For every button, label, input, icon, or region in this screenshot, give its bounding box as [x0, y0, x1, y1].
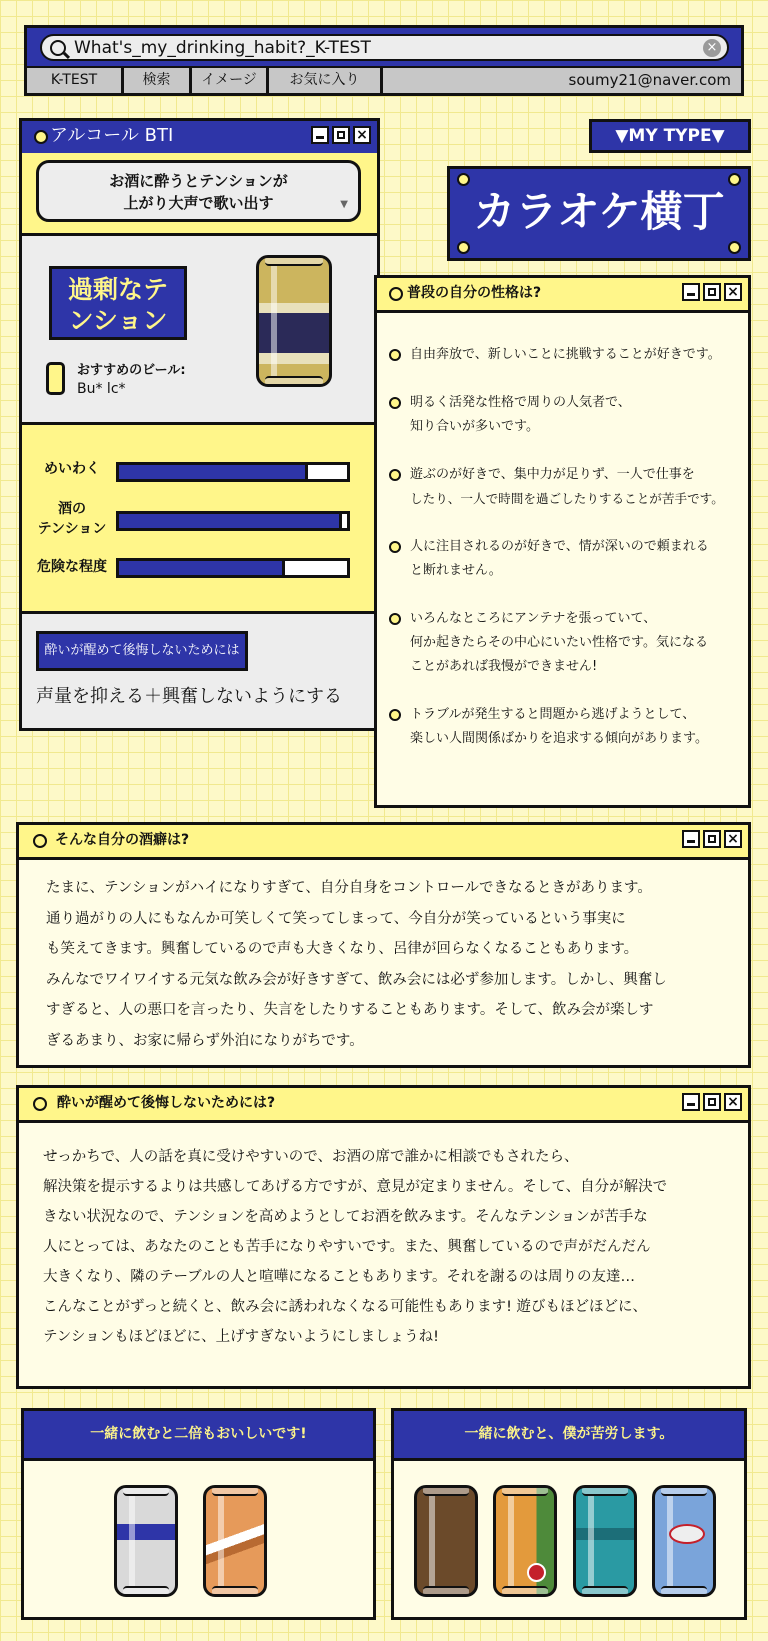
close-icon[interactable]: ×: [724, 830, 742, 848]
question-line: お酒に酔うとテンションが: [109, 172, 288, 190]
rivet-icon: [728, 173, 741, 186]
tension-bar: [116, 511, 350, 531]
maximize-icon[interactable]: [703, 830, 721, 848]
body-line: すぎると、人の悪口を言ったり、失言をしたりすることもあります。そして、飲み会が楽しす: [46, 1002, 654, 1018]
bad-match-panel: [391, 1408, 747, 1620]
habit-title: そんな自分の酒癖は?: [55, 832, 190, 848]
rivet-icon: [457, 241, 470, 254]
beer-icon: [46, 362, 65, 395]
window-dot-icon: [34, 130, 48, 144]
regret-body: [43, 1142, 736, 1352]
bar-label-text: 危険な程度: [37, 559, 107, 575]
bar-label-annoyance: [28, 459, 116, 479]
search-bar[interactable]: [40, 34, 729, 61]
type-section: [22, 236, 377, 425]
list-item: [389, 463, 744, 511]
window-dot-icon: [389, 287, 403, 301]
type-name-line: 過剰なテ: [67, 275, 168, 304]
danger-bar: [116, 558, 350, 578]
list-item-text: いろんなところにアンテナを張っていて、: [410, 611, 657, 626]
body-line: も笑えてきます。興奮しているので声も大きくなり、呂律が回らなくなることもあります。: [46, 941, 639, 957]
body-line: こんなことがずっと続くと、飲み会に誘われなくなる可能性もあります! 遊びもほどほどに、: [43, 1299, 648, 1315]
type-name-line: ンション: [68, 306, 168, 335]
list-item-text: 何か起きたらその中心にいたい性格です。気になる: [410, 635, 708, 650]
maximize-icon[interactable]: [332, 126, 350, 144]
regret-window: [16, 1085, 751, 1389]
teal-can-icon: [573, 1485, 637, 1597]
orange-green-can-icon: [493, 1485, 557, 1597]
list-item-text: 人に注目されるのが好きで、情が深いので頼まれる: [410, 539, 709, 554]
minimize-icon[interactable]: [682, 1093, 700, 1111]
bullet-icon: [389, 349, 401, 361]
body-line: せっかちで、人の話を真に受けやすいので、お酒の席で誰かに相談でもされたら、: [43, 1149, 579, 1165]
habit-window: [16, 822, 751, 1068]
tab-search[interactable]: 検索: [124, 68, 192, 93]
body-line: 通り過がりの人にもなんか可笑しくて笑ってしまって、今自分が笑っているという事実に: [46, 910, 626, 927]
personality-list: [389, 343, 744, 775]
type-name-box: [49, 266, 187, 340]
type-name: カラオケ横丁: [473, 187, 725, 236]
list-item-text: したり、一人で時間を過ごしたりすることが苦手です。: [410, 491, 724, 506]
gold-can-icon: [256, 255, 332, 387]
list-item: [389, 391, 744, 439]
body-line: テンションもほどほどに、上げすぎないようにしましょうね!: [43, 1329, 439, 1345]
user-email[interactable]: soumy21@naver.com: [568, 71, 731, 89]
bar-label-text: テンション: [37, 521, 107, 537]
annoyance-bar: [116, 462, 350, 482]
tab-k-test[interactable]: K-TEST: [27, 68, 124, 93]
list-item-text: ことがあれば我慢ができません!: [410, 659, 598, 674]
regret-titlebar: [19, 1088, 748, 1123]
orange-stripe-can-icon: [203, 1485, 267, 1597]
window-dot-icon: [33, 1097, 47, 1111]
personality-titlebar: [377, 278, 748, 313]
search-icon: [50, 40, 66, 56]
list-item-text: 遊ぶのが好きで、集中力が足りず、一人で仕事を: [410, 467, 695, 482]
bullet-icon: [389, 709, 401, 721]
question-line: 上がり大声で歌い出す: [123, 194, 274, 212]
question-section: [22, 153, 377, 236]
body-line: 大きくなり、隣のテーブルの人と喧嘩になることもあります。それを謝るのは周りの友達…: [43, 1269, 636, 1285]
body-line: 人にとっては、あなたのことも苦手になりやすいです。また、興奮しているので声がだんだん: [43, 1239, 651, 1255]
light-blue-can-icon: [652, 1485, 716, 1597]
bti-window: [19, 118, 380, 731]
list-item: [389, 607, 744, 679]
maximize-icon[interactable]: [703, 283, 721, 301]
danger-bar-fill: [119, 561, 285, 575]
bar-label-text: 酒の: [58, 501, 86, 517]
rivet-icon: [457, 173, 470, 186]
list-item-text: と断れません。: [410, 563, 502, 578]
bar-label-tension: [28, 499, 116, 539]
bad-match-title: 一緒に飲むと、僕が苦労します。: [394, 1411, 744, 1461]
bti-titlebar: [22, 121, 377, 156]
nav-tabs: [27, 66, 741, 93]
tension-bar-fill: [119, 514, 342, 528]
tab-favorites[interactable]: お気に入り: [269, 68, 383, 93]
list-item-text: 知り合いが多いです。: [410, 419, 539, 434]
silver-blue-can-icon: [114, 1485, 178, 1597]
close-icon[interactable]: ×: [724, 1093, 742, 1111]
body-line: たまに、テンションがハイになりすぎて、自分自身をコントロールできなるときがあります。: [46, 880, 652, 896]
close-icon[interactable]: ×: [724, 283, 742, 301]
list-item-text: 楽しい人間関係ばかりを追求する傾向があります。: [410, 731, 708, 746]
list-item: [389, 703, 744, 751]
advice-text: 声量を抑える＋興奮しないようにする: [36, 686, 342, 707]
type-name-sign: [447, 166, 751, 261]
personality-window: [374, 275, 751, 808]
clear-icon[interactable]: ×: [703, 39, 721, 57]
bar-label-danger: [28, 557, 116, 577]
chevron-down-icon[interactable]: ▼: [340, 199, 348, 210]
bullet-icon: [389, 541, 401, 553]
stats-section: [22, 425, 377, 614]
bti-title: アルコール BTI: [50, 125, 174, 146]
bullet-icon: [389, 397, 401, 409]
annoyance-bar-fill: [119, 465, 308, 479]
good-match-panel: [21, 1408, 376, 1620]
brown-can-icon: [414, 1485, 478, 1597]
rivet-icon: [728, 241, 741, 254]
bullet-icon: [389, 469, 401, 481]
regret-title: 酔いが醒めて後悔しないためには?: [57, 1095, 276, 1111]
list-item: [389, 535, 744, 583]
advice-button[interactable]: 酔いが醒めて後悔しないためには: [36, 631, 248, 671]
good-match-title: 一緒に飲むと二倍もおいしいです!: [24, 1411, 373, 1461]
personality-title: 普段の自分の性格は?: [407, 285, 542, 301]
body-line: きない状況なので、テンションを高めようとしてお酒を飲みます。そんなテンションが苦手な: [43, 1209, 648, 1225]
body-line: 解決策を提示するよりは共感してあげる方ですが、意見が定まりません。そして、自分が解決で: [43, 1179, 668, 1195]
search-input[interactable]: What's_my_drinking_habit?_K-TEST: [74, 38, 371, 58]
tab-images[interactable]: イメージ: [192, 68, 269, 93]
minimize-icon[interactable]: [682, 283, 700, 301]
list-item: [389, 343, 744, 367]
my-type-label: ▼MY TYPE▼: [589, 119, 751, 153]
minimize-icon[interactable]: [682, 830, 700, 848]
minimize-icon[interactable]: [311, 126, 329, 144]
beer-value: Bu* lc*: [77, 381, 126, 397]
bar-label-text: めいわく: [44, 461, 100, 477]
list-item-text: 自由奔放で、新しいことに挑戦することが好きです。: [410, 347, 721, 362]
list-item-text: トラブルが発生すると問題から逃げようとして、: [410, 707, 696, 722]
bullet-icon: [389, 613, 401, 625]
close-icon[interactable]: ×: [353, 126, 371, 144]
beer-label: おすすめのビール:: [77, 363, 186, 378]
maximize-icon[interactable]: [703, 1093, 721, 1111]
list-item-text: 明るく活発な性格で周りの人気者で、: [410, 395, 631, 410]
browser-bar: [24, 25, 744, 96]
window-dot-icon: [33, 834, 47, 848]
advice-section: [22, 614, 377, 728]
body-line: ぎるあまり、お家に帰らず外泊になりがちです。: [46, 1032, 364, 1049]
habit-titlebar: [19, 825, 748, 860]
habit-body: [46, 873, 736, 1056]
body-line: みんなでワイワイする元気な飲み会が好きすぎて、飲み会には必ず参加します。しかし、興奮し: [46, 971, 667, 988]
question-bubble[interactable]: [36, 160, 361, 222]
